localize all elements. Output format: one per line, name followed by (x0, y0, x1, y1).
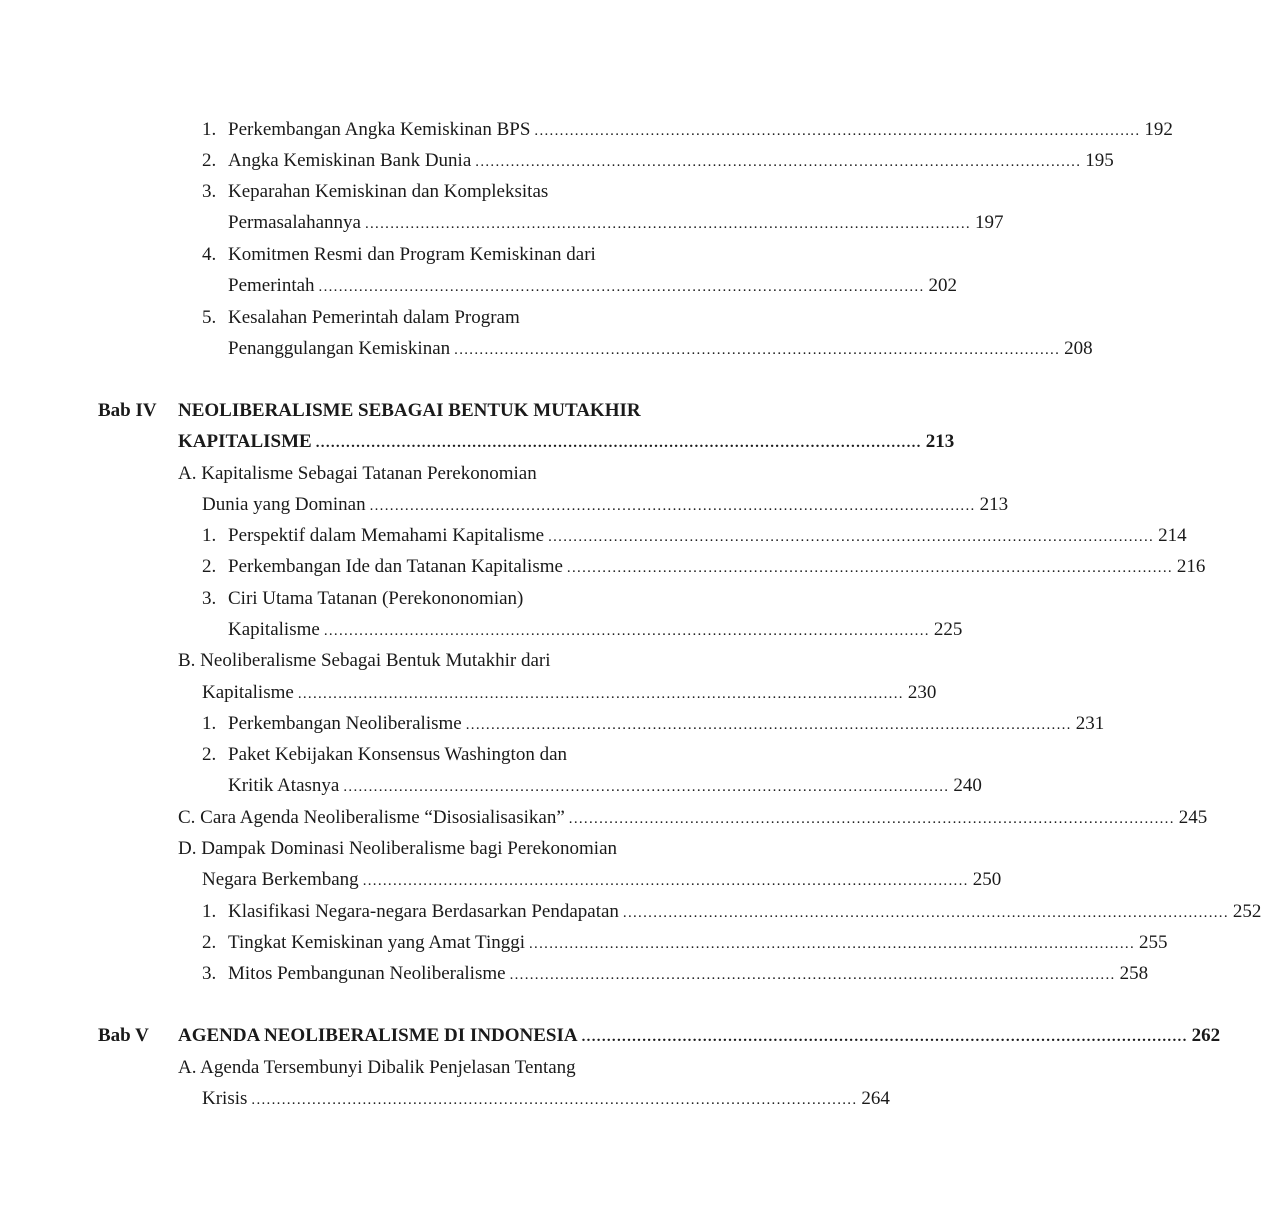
dot-leader: ........................................................................................................................ (343, 779, 950, 795)
entry-title: Kesalahan Pemerintah dalam Program (228, 307, 520, 328)
entry-title: Perspektif dalam Memahami Kapitalisme (228, 525, 545, 546)
dot-leader: ........................................................................................................................ (297, 686, 904, 702)
toc-entry[interactable] (202, 114, 1173, 145)
item-number: 1. (202, 525, 217, 546)
dot-leader: ........................................................................................................................ (529, 936, 1135, 952)
entry-title: Perkembangan Neoliberalisme (228, 713, 462, 734)
item-number: 2. (202, 744, 217, 765)
page-number: 264 (861, 1088, 890, 1109)
page-number: 230 (907, 682, 937, 703)
entry-title: Kapitalisme (228, 619, 320, 640)
page-number: 250 (972, 869, 1002, 890)
entry-title: Mitos Pembangunan Neoliberalisme (228, 963, 506, 984)
toc-entry[interactable] (202, 708, 1105, 739)
toc-entry[interactable] (202, 739, 720, 770)
toc-entry[interactable] (202, 239, 720, 270)
section-title: Dunia yang Dominan (202, 494, 366, 515)
section-entry-continuation[interactable] (202, 864, 1002, 895)
page-number: 255 (1139, 932, 1168, 953)
entry-title: Perkembangan Ide dan Tatanan Kapitalisme (228, 556, 563, 577)
page-number: 258 (1119, 963, 1149, 984)
toc-entry-continuation[interactable] (228, 614, 963, 645)
entry-title: Keparahan Kemiskinan dan Kompleksitas (228, 181, 549, 202)
page-number: 202 (928, 275, 958, 296)
dot-leader: ........................................................................................................................ (548, 529, 1155, 545)
chapter-title-line1: NEOLIBERALISME SEBAGAI BENTUK MUTAKHIR (178, 400, 641, 421)
section-title: Kapitalisme (202, 682, 294, 703)
dot-leader: ........................................................................................................................ (364, 216, 971, 232)
section-entry-continuation[interactable] (202, 677, 937, 708)
chapter-title-line1: AGENDA NEOLIBERALISME DI INDONESIA (178, 1025, 578, 1046)
dot-leader: ........................................................................................................................ (568, 811, 1175, 827)
page-number: 213 (925, 431, 955, 452)
section-title: C. Cara Agenda Neoliberalisme “Disosialisasikan” (178, 807, 565, 828)
toc-entry[interactable] (202, 896, 1261, 927)
toc-entry-continuation[interactable] (228, 270, 958, 301)
toc-entry[interactable] (202, 145, 1114, 176)
item-number: 2. (202, 150, 217, 171)
section-entry-continuation[interactable] (202, 1083, 890, 1114)
item-number: 5. (202, 307, 217, 328)
toc-entry-continuation[interactable] (228, 333, 1093, 364)
chapter-label: Bab IV (98, 400, 157, 421)
toc-entry-continuation[interactable] (228, 770, 982, 801)
section-title: Krisis (202, 1088, 248, 1109)
dot-leader: ........................................................................................................................ (566, 560, 1173, 576)
dot-leader: ........................................................................................................................ (315, 435, 922, 451)
item-number: 1. (202, 713, 217, 734)
item-number: 2. (202, 932, 217, 953)
page-number: 214 (1158, 525, 1187, 546)
section-entry[interactable] (178, 1052, 720, 1083)
dot-leader: ........................................................................................................................ (581, 1029, 1188, 1045)
item-number: 3. (202, 963, 217, 984)
page-number: 245 (1178, 807, 1208, 828)
dot-leader: ........................................................................................................................ (323, 623, 930, 639)
entry-title: Pemerintah (228, 275, 315, 296)
page-number: 195 (1085, 150, 1114, 171)
toc-entry[interactable] (202, 302, 720, 333)
item-number: 2. (202, 556, 217, 577)
page-number: 225 (933, 619, 963, 640)
page-number: 252 (1232, 901, 1261, 922)
chapter-title[interactable] (178, 1020, 1221, 1051)
entry-title: Tingkat Kemiskinan yang Amat Tinggi (228, 932, 525, 953)
dot-leader: ........................................................................................................................ (362, 873, 969, 889)
page-number: 208 (1064, 338, 1093, 359)
entry-title: Permasalahannya (228, 212, 361, 233)
section-entry[interactable] (178, 833, 720, 864)
page-number: 262 (1191, 1025, 1221, 1046)
entry-title: Ciri Utama Tatanan (Perekononomian) (228, 588, 524, 609)
page-number: 213 (979, 494, 1009, 515)
dot-leader: ........................................................................................................................ (534, 123, 1141, 139)
chapter-label: Bab V (98, 1025, 149, 1046)
toc-entry-continuation[interactable] (228, 207, 1004, 238)
page-number: 192 (1144, 119, 1173, 140)
toc-entry[interactable] (202, 176, 720, 207)
page-number: 231 (1075, 713, 1105, 734)
item-number: 4. (202, 244, 217, 265)
toc-entry[interactable] (202, 551, 1206, 582)
dot-leader: ........................................................................................................................ (251, 1092, 858, 1108)
dot-leader: ........................................................................................................................ (318, 279, 925, 295)
entry-title: Penanggulangan Kemiskinan (228, 338, 451, 359)
chapter-title[interactable] (178, 395, 720, 426)
section-entry[interactable] (178, 458, 720, 489)
section-title: D. Dampak Dominasi Neoliberalisme bagi Perekonomian (178, 838, 618, 859)
toc-entry[interactable] (202, 583, 720, 614)
entry-title: Perkembangan Angka Kemiskinan BPS (228, 119, 531, 140)
page-number: 216 (1176, 556, 1206, 577)
toc-entry[interactable] (202, 958, 1149, 989)
page-number: 240 (953, 775, 982, 796)
page-number: 197 (974, 212, 1004, 233)
dot-leader: ........................................................................................................................ (369, 498, 976, 514)
chapter-title-continuation[interactable] (178, 426, 955, 457)
section-title: A. Agenda Tersembunyi Dibalik Penjelasan Tentang (178, 1057, 576, 1078)
toc-entry[interactable] (202, 927, 1168, 958)
section-title: Negara Berkembang (202, 869, 359, 890)
section-entry[interactable] (178, 802, 1208, 833)
item-number: 1. (202, 119, 217, 140)
entry-title: Klasifikasi Negara-negara Berdasarkan Pendapatan (228, 901, 619, 922)
dot-leader: ........................................................................................................................ (622, 905, 1229, 921)
section-entry-continuation[interactable] (202, 489, 1009, 520)
toc-entry[interactable] (202, 520, 1187, 551)
dot-leader: ........................................................................................................................ (465, 717, 1072, 733)
section-title: A. Kapitalisme Sebagai Tatanan Perekonomian (178, 463, 537, 484)
entry-title: Paket Kebijakan Konsensus Washington dan (228, 744, 568, 765)
item-number: 1. (202, 901, 217, 922)
item-number: 3. (202, 588, 217, 609)
entry-title: Angka Kemiskinan Bank Dunia (228, 150, 472, 171)
chapter-title-line2: KAPITALISME (178, 431, 312, 452)
entry-title: Kritik Atasnya (228, 775, 340, 796)
section-title: B. Neoliberalisme Sebagai Bentuk Mutakhir dari (178, 650, 551, 671)
section-entry[interactable] (178, 645, 720, 676)
dot-leader: ........................................................................................................................ (509, 967, 1116, 983)
entry-title: Komitmen Resmi dan Program Kemiskinan dari (228, 244, 596, 265)
item-number: 3. (202, 181, 217, 202)
dot-leader: ........................................................................................................................ (475, 154, 1082, 170)
dot-leader: ........................................................................................................................ (454, 342, 1061, 358)
